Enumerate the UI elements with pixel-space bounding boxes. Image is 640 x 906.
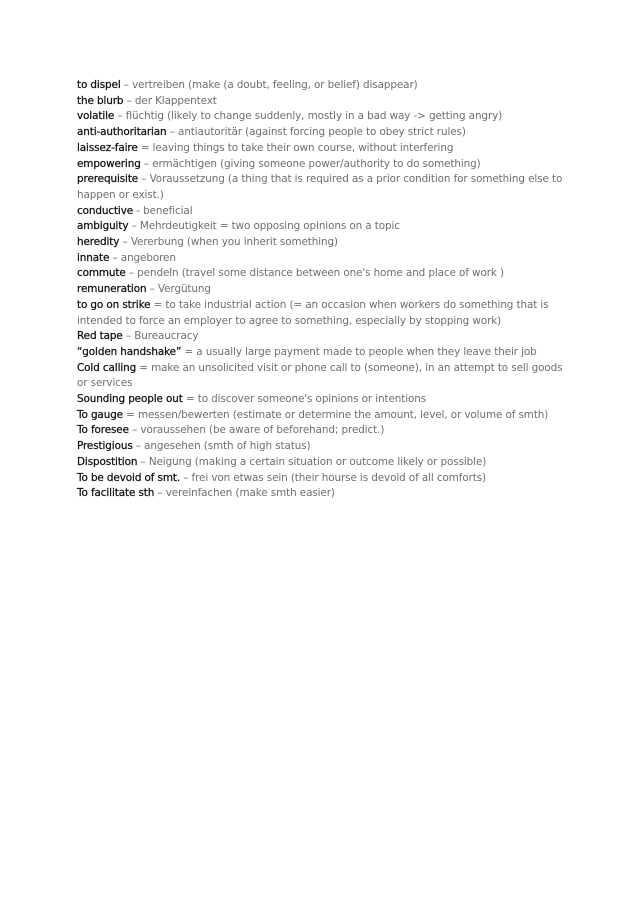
vocab-definition: = messen/bewerten (estimate or determine the amount, level, or volume of smth)	[122, 408, 549, 421]
vocab-entry	[77, 251, 567, 267]
vocab-entry	[77, 361, 567, 392]
vocab-definition: – Vererbung (when you inherit something)	[119, 236, 338, 249]
vocab-term: volatile	[77, 110, 115, 123]
vocab-term: empowering	[77, 157, 141, 170]
vocab-definition: – Bureaucracy	[122, 330, 199, 343]
document-page	[77, 78, 567, 502]
vocab-definition: – vertreiben (make (a doubt, feeling, or belief) disappear)	[120, 79, 418, 91]
vocab-term: prerequisite	[77, 173, 139, 186]
vocab-entry	[77, 392, 567, 408]
vocab-entry	[77, 141, 567, 157]
vocab-term: remuneration	[77, 283, 147, 296]
vocab-entry	[77, 423, 567, 439]
vocab-term: to dispel	[77, 79, 121, 91]
vocab-term: ambiguity	[77, 220, 129, 233]
vocab-entry	[77, 157, 567, 173]
vocab-definition: – Mehrdeutigkeit = two opposing opinions on a topic	[128, 220, 400, 233]
vocab-term: laissez-faire	[77, 141, 138, 154]
vocab-entry	[77, 266, 567, 282]
vocab-term: Red tape	[77, 330, 123, 343]
vocab-term: the blurb	[77, 94, 124, 107]
vocab-definition: – ermächtigen (giving someone power/authority to do something)	[140, 157, 481, 170]
vocab-entry	[77, 439, 567, 455]
vocab-term: “golden handshake”	[77, 345, 182, 358]
vocab-definition: – Voraussetzung (a thing that is required as a prior condition for something else to happen or exist.)	[77, 173, 563, 201]
vocab-term: Prestigious	[77, 440, 133, 453]
vocab-entry	[77, 298, 567, 329]
vocab-term: commute	[77, 267, 126, 280]
vocab-definition: – angeboren	[109, 251, 176, 264]
vocab-definition: = to discover someone's opinions or intentions	[182, 393, 427, 406]
vocab-term: heredity	[77, 236, 120, 249]
vocab-entry	[77, 172, 567, 203]
vocab-definition: – flüchtig (likely to change suddenly, mostly in a bad way -> getting angry)	[114, 110, 503, 123]
vocab-definition: – Vergütung	[146, 283, 211, 296]
vocab-term: anti-authoritarian	[77, 126, 167, 139]
vocab-definition: – antiautoritär (against forcing people to obey strict rules)	[166, 126, 466, 139]
vocab-entry	[77, 235, 567, 251]
vocab-term: innate	[77, 251, 110, 264]
vocab-term: To foresee	[77, 424, 129, 437]
vocab-definition: = leaving things to take their own course, without interfering	[137, 141, 454, 154]
vocab-entry	[77, 125, 567, 141]
vocab-definition: – frei von etwas sein (their hourse is devoid of all comforts)	[180, 471, 486, 484]
vocab-entry	[77, 78, 567, 94]
vocab-entry	[77, 486, 567, 502]
vocab-definition: – voraussehen (be aware of beforehand; predict.)	[128, 424, 385, 437]
vocab-entry	[77, 408, 567, 424]
vocab-entry	[77, 345, 567, 361]
vocab-definition: = to take industrial action (= an occasion when workers do something that is intended to force an employer to agree to something, especially by stopping work)	[77, 298, 549, 327]
vocab-term: to go on strike	[77, 298, 151, 311]
vocab-definition: – pendeln (travel some distance between one's home and place of work )	[125, 267, 504, 280]
vocab-definition: – der Klappentext	[123, 94, 217, 107]
vocab-entry	[77, 455, 567, 471]
vocab-definition: = a usually large payment made to people when they leave their job	[181, 345, 537, 358]
vocab-term: conductive	[77, 204, 134, 217]
vocab-term: Sounding people out	[77, 393, 183, 406]
vocab-term: To gauge	[77, 408, 123, 421]
vocab-term: Dispostition	[77, 455, 138, 468]
vocab-term: Cold calling	[77, 361, 137, 374]
vocab-definition: – vereinfachen (make smth easier)	[154, 487, 335, 500]
vocab-definition: – Neigung (making a certain situation or outcome likely or possible)	[137, 455, 487, 468]
vocab-term: To facilitate sth	[77, 487, 155, 500]
vocab-entry	[77, 329, 567, 345]
vocab-entry	[77, 109, 567, 125]
vocab-entry	[77, 282, 567, 298]
vocab-entry	[77, 471, 567, 487]
vocab-definition: – angesehen (smth of high status)	[132, 440, 311, 453]
vocab-entry	[77, 219, 567, 235]
vocab-definition: = make an unsolicited visit or phone call to (someone), in an attempt to sell goods or services	[77, 361, 563, 390]
vocab-definition: - beneficial	[133, 204, 193, 217]
vocab-entry	[77, 204, 567, 220]
vocab-term: To be devoid of smt.	[77, 471, 181, 484]
vocab-entry	[77, 94, 567, 110]
